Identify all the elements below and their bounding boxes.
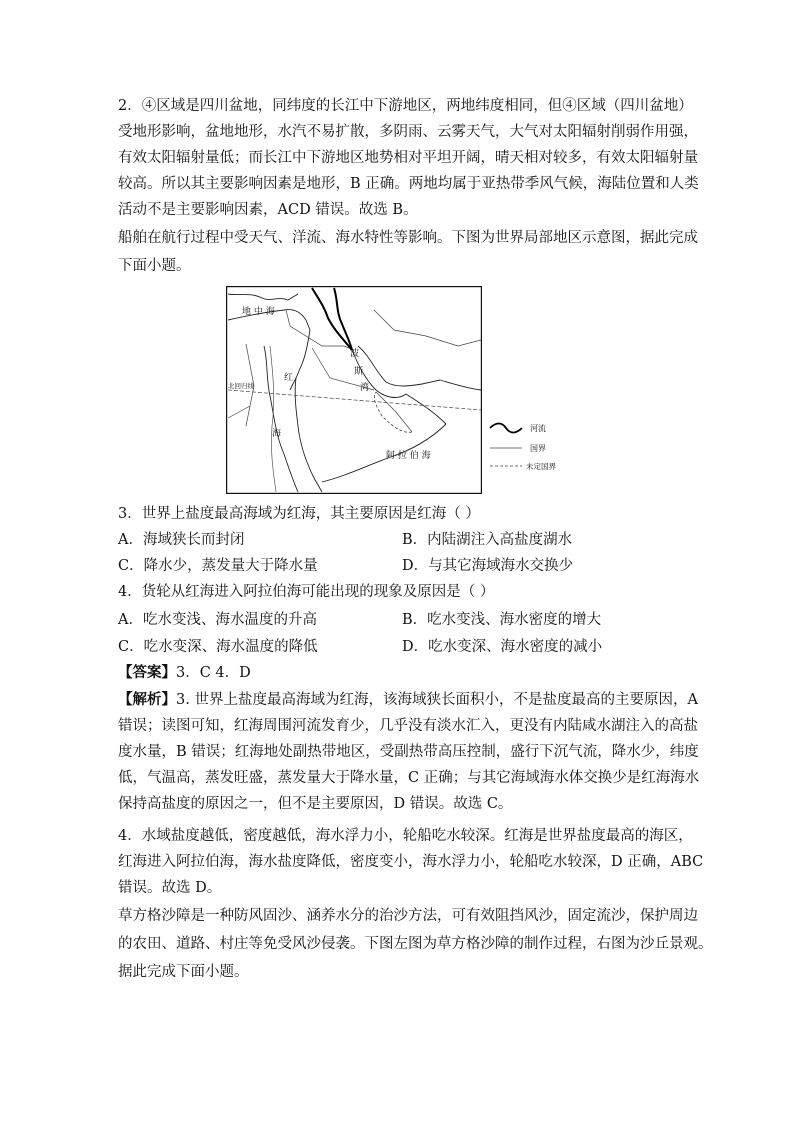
q3-option-a: A．海域狭长而封闭 bbox=[118, 532, 245, 548]
legend-border: 国界 bbox=[530, 444, 546, 453]
analysis-line-7: 红海进入阿拉伯海，海水盐度降低，密度变小，海水浮力小，轮船吃水较深，D 正确，ABC bbox=[118, 854, 704, 870]
label-red-sea-1: 红 bbox=[284, 373, 294, 383]
analysis-line-1 bbox=[118, 690, 698, 710]
analysis-label: 【解析】 bbox=[118, 691, 176, 708]
q3-option-d: D．与其它海域海水交换少 bbox=[402, 558, 574, 574]
label-mediterranean: 地 中 海 bbox=[242, 307, 275, 317]
analysis-line-5: 保持高盐度的原因之一，但不是主要原因，D 错误。故选 C。 bbox=[118, 796, 513, 812]
label-red-sea-2: 海 bbox=[272, 429, 282, 439]
q2-line-3: 有效太阳辐射量低；而长江中下游地区地势相对平坦开阔，晴天相对较多，有效太阳辐射量 bbox=[118, 150, 698, 166]
intro-line-1: 船舶在航行过程中受天气、洋流、海水特性等影响。下图为世界局部地区示意图，据此完成 bbox=[118, 230, 698, 246]
next-intro-line-1: 草方格沙障是一种防风固沙、涵养水分的治沙方法，可有效阻挡风沙，固定流沙，保护周边 bbox=[118, 908, 698, 924]
answer-line bbox=[118, 663, 251, 683]
q2-line-2: 受地形影响，盆地地形，水汽不易扩散，多阴雨、云雾天气，大气对太阳辐射削弱作用强， bbox=[118, 124, 698, 140]
analysis-line-4: 低，气温高，蒸发旺盛，蒸发量大于降水量，C 正确；与其它海域海水体交换少是红海海水 bbox=[118, 770, 700, 786]
next-intro-line-3: 据此完成下面小题。 bbox=[118, 964, 249, 980]
q2-line-4: 较高。所以其主要影响因素是地形，B 正确。两地均属于亚热带季风气候，海陆位置和人类 bbox=[118, 176, 699, 192]
label-gulf-2: 斯 bbox=[354, 367, 364, 377]
q3-option-c: C．降水少，蒸发量大于降水量 bbox=[118, 558, 318, 574]
legend-undefined-border: 未定国界 bbox=[526, 462, 556, 471]
map-legend bbox=[488, 420, 588, 472]
analysis-line-3: 度水量，B 错误；红海地处副热带地区，受副热带高压控制，盛行下沉气流，降水少，纬度 bbox=[118, 744, 699, 760]
q2-line-1: 2．④区域是四川盆地，同纬度的长江中下游地区，两地纬度相同，但④区域（四川盆地） bbox=[118, 98, 693, 114]
region-map bbox=[226, 286, 482, 494]
intro-line-2: 下面小题。 bbox=[118, 258, 191, 274]
q3-stem: 3．世界上盐度最高海域为红海，其主要原因是红海（ ） bbox=[118, 506, 480, 522]
q3-option-b: B．内陆湖注入高盐度湖水 bbox=[402, 532, 573, 548]
label-arabian-sea: 阿 拉 伯 海 bbox=[386, 451, 431, 461]
analysis-line-8: 错误。故选 D。 bbox=[118, 880, 222, 896]
analysis-line-6: 4．水域盐度越低，密度越低，海水浮力小，轮船吃水较深。红海是世界盐度最高的海区， bbox=[118, 828, 693, 844]
legend-river: 河流 bbox=[530, 424, 546, 433]
answer-text: 3．C 4．D bbox=[176, 665, 251, 681]
label-tropic: 北回归线 bbox=[228, 382, 254, 390]
q4-option-d: D．吃水变深、海水密度的减小 bbox=[402, 639, 603, 655]
label-gulf-3: 湾 bbox=[360, 383, 370, 393]
q4-stem: 4．货轮从红海进入阿拉伯海可能出现的现象及原因是（ ） bbox=[118, 584, 495, 600]
q4-option-b: B．吃水变浅、海水密度的增大 bbox=[402, 612, 602, 628]
next-intro-line-2: 的农田、道路、村庄等免受风沙侵袭。下图左图为草方格沙障的制作过程，右图为沙丘景观。 bbox=[118, 936, 713, 952]
legend-river-icon bbox=[490, 424, 522, 433]
analysis-first-line: 3. 世界上盐度最高海域为红海，该海域狭长面积小，不是盐度最高的主要原因，A bbox=[176, 692, 698, 708]
q4-option-c: C．吃水变深、海水温度的降低 bbox=[118, 639, 318, 655]
answer-label: 【答案】 bbox=[118, 664, 176, 681]
label-gulf-1: 波 bbox=[350, 349, 360, 359]
q4-option-a: A．吃水变浅、海水温度的升高 bbox=[118, 612, 317, 628]
q2-line-5: 活动不是主要影响因素，ACD 错误。故选 B。 bbox=[118, 202, 418, 218]
analysis-line-2: 错误；读图可知，红海周围河流发育少，几乎没有淡水汇入，更没有内陆咸水湖注入的高盐 bbox=[118, 718, 698, 734]
